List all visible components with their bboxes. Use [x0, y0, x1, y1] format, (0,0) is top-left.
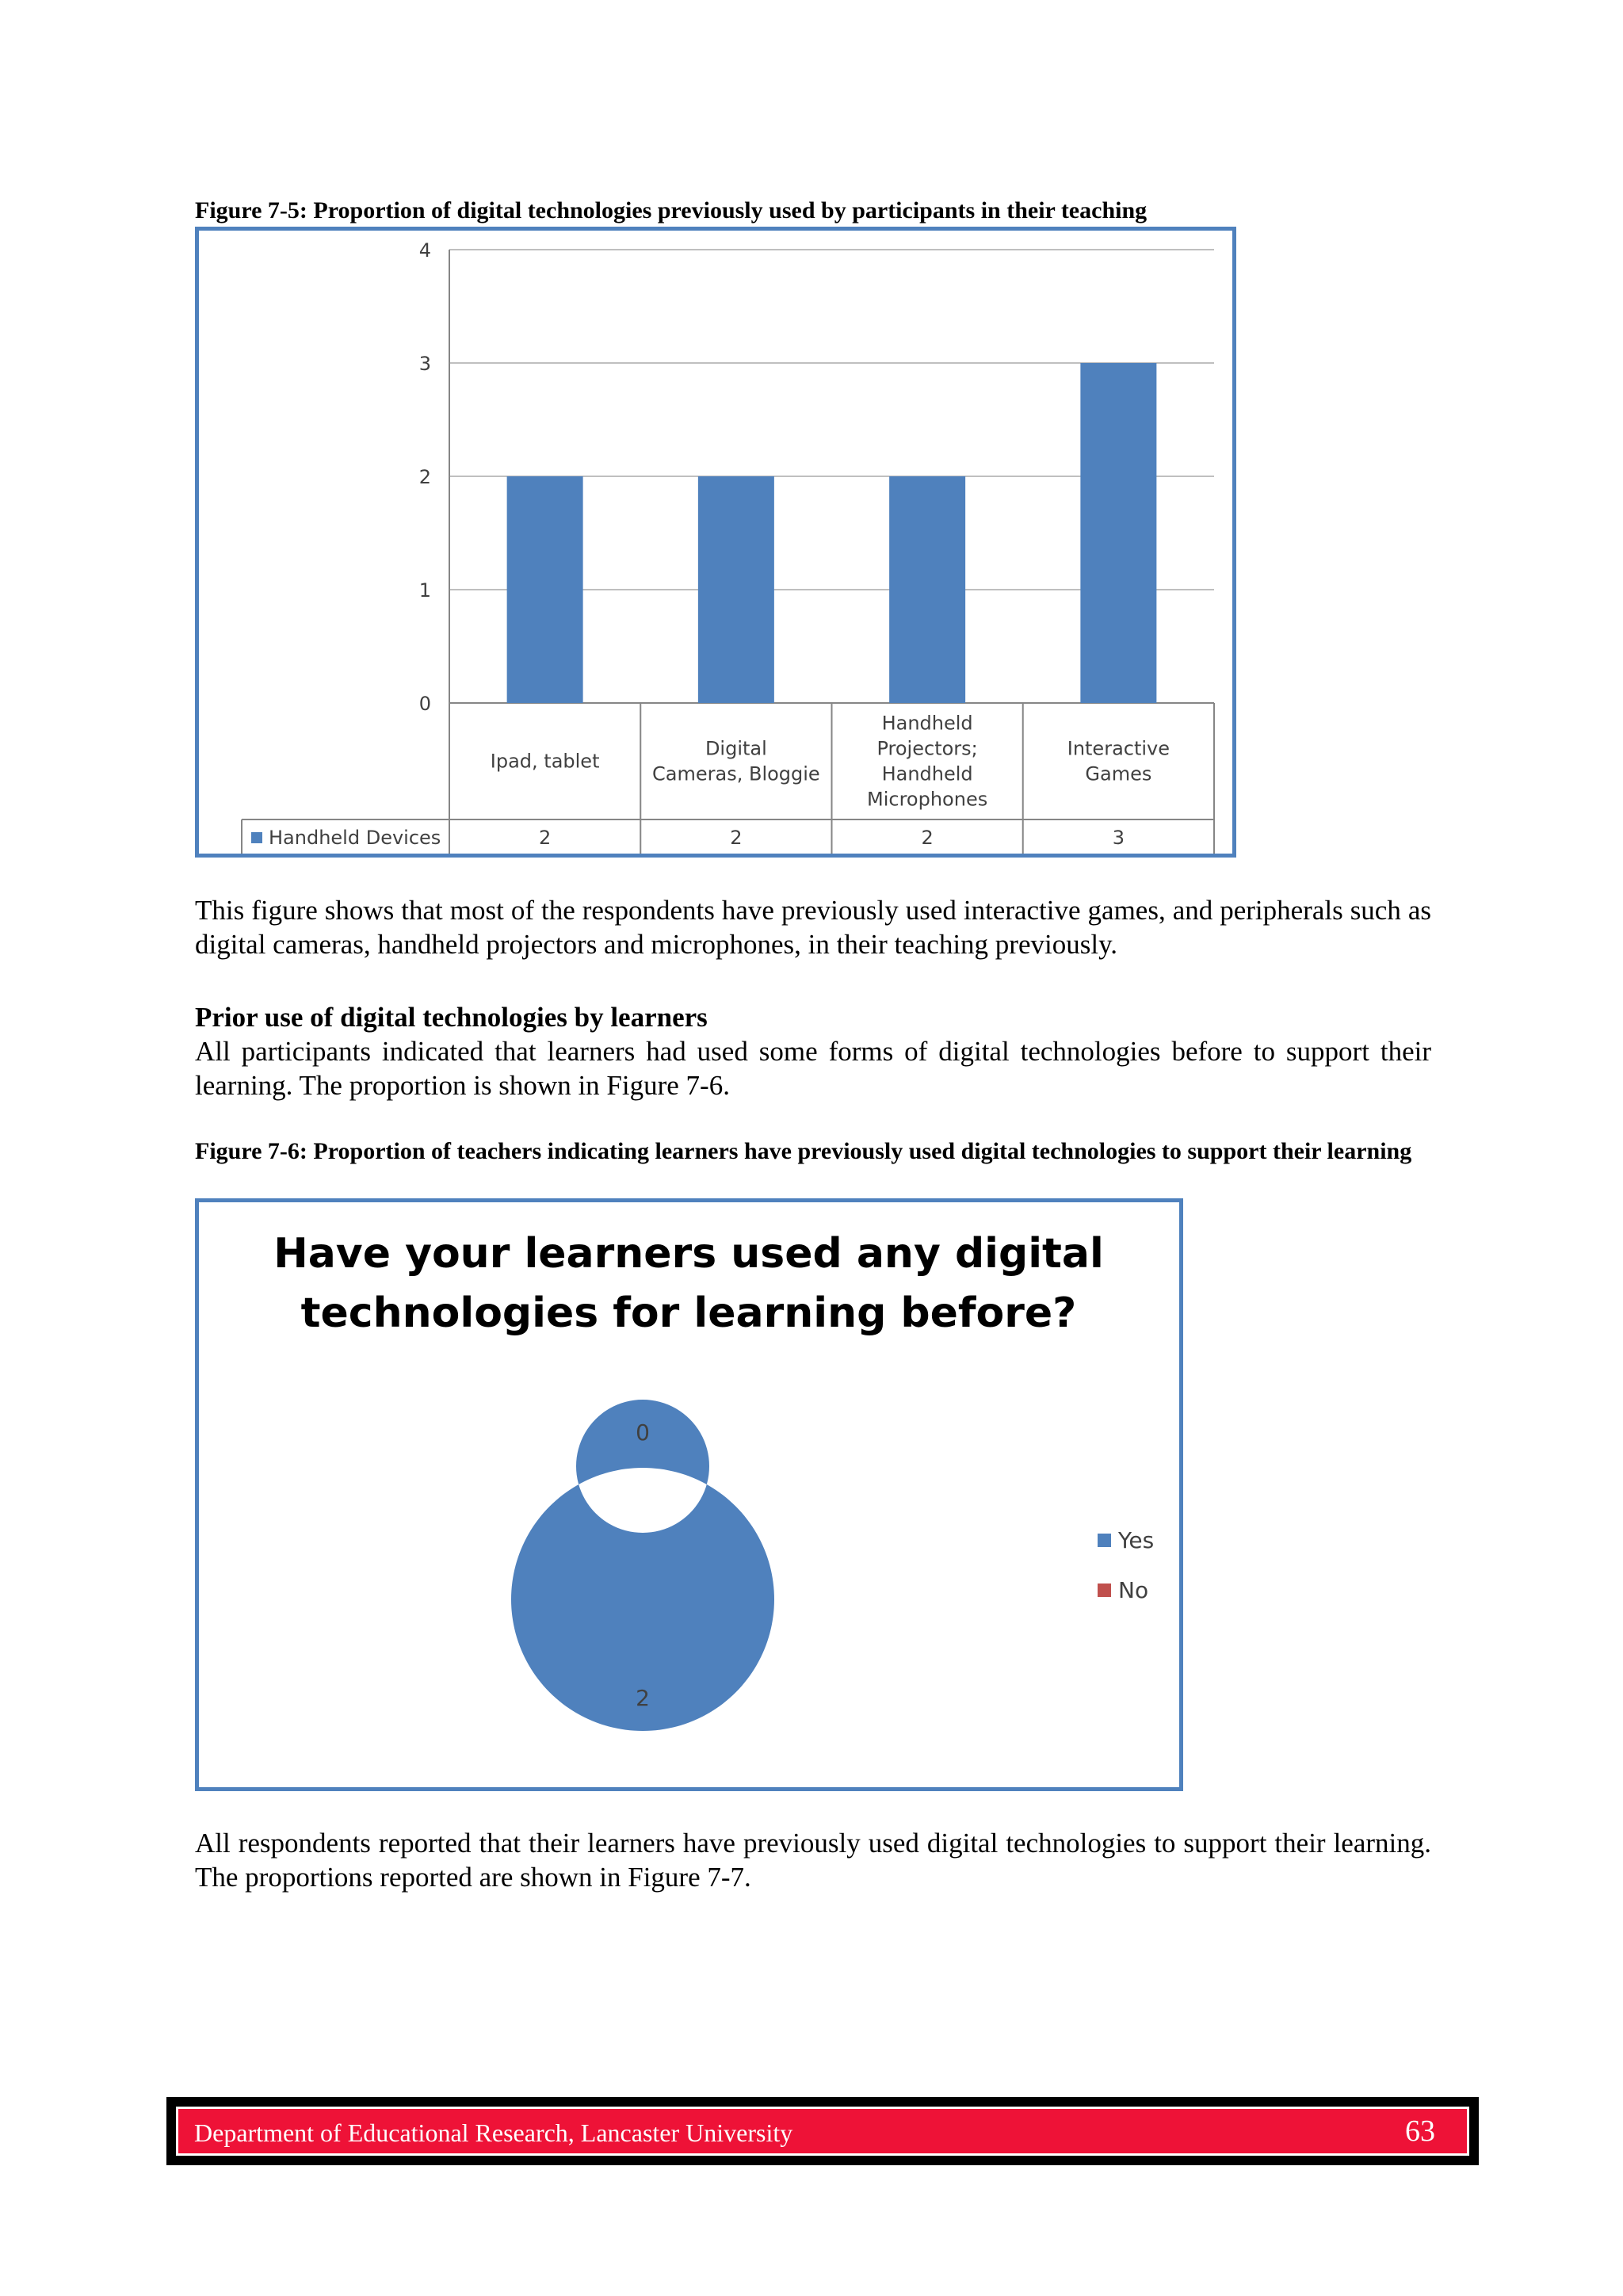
- y-tick-label: 3: [418, 353, 431, 375]
- footer-department: Department of Educational Research, Lancaster University: [194, 2118, 793, 2147]
- category-label: Digital Cameras, Bloggie: [652, 737, 820, 785]
- category-label: Ipad, tablet: [490, 750, 600, 773]
- data-table-value: 2: [538, 827, 552, 849]
- chart-title: technologies for learning before?: [300, 1289, 1077, 1337]
- y-tick-label: 4: [418, 239, 431, 262]
- legend-label: Yes: [1118, 1527, 1155, 1553]
- y-tick-label: 0: [418, 693, 431, 715]
- data-label: 2: [636, 1685, 650, 1711]
- bar: [1080, 363, 1156, 703]
- bar: [698, 476, 774, 703]
- section-heading: Prior use of digital technologies by learners: [195, 1002, 708, 1033]
- legend-swatch: [251, 832, 262, 843]
- page-number: 63: [1405, 2115, 1435, 2148]
- data-table-value: 2: [921, 827, 934, 849]
- doughnut-chart-frame: [195, 1198, 1183, 1791]
- figure-7-6-caption: Figure 7-6: Proportion of teachers indicating learners have previously used digital technologies to support their learning: [195, 1138, 1412, 1164]
- footer-band: [176, 2107, 1469, 2156]
- category-label: Handheld Projectors; Handheld Microphones: [867, 712, 988, 811]
- bar: [889, 476, 965, 703]
- paragraph-figure-7-6-discussion: All respondents reported that their learners have previously used digital technologies to support their learning. The proportions reported are shown in Figure 7-7.: [195, 1828, 1431, 1893]
- y-tick-label: 1: [418, 579, 431, 602]
- y-tick-label: 2: [418, 466, 431, 488]
- figure-7-5-caption: Figure 7-5: Proportion of digital technologies previously used by participants in their teaching: [195, 197, 1148, 223]
- category-label: Interactive Games: [1067, 737, 1170, 785]
- data-table-value: 3: [1112, 827, 1125, 849]
- legend-swatch: [1098, 1584, 1111, 1597]
- doughnut-chart: [199, 1202, 1179, 1787]
- bar: [507, 476, 583, 703]
- legend-swatch: [1098, 1534, 1111, 1547]
- data-label: 0: [636, 1419, 650, 1446]
- chart-title: Have your learners used any digital: [273, 1230, 1104, 1278]
- data-table-value: 2: [730, 827, 743, 849]
- doughnut-slice: [511, 1400, 774, 1731]
- page-footer: [166, 2097, 1479, 2165]
- bar-chart: [199, 231, 1232, 854]
- legend-label: Handheld Devices: [269, 827, 441, 849]
- bar-chart-frame: [195, 227, 1236, 858]
- paragraph-learner-usage: All participants indicated that learners had used some forms of digital technologies before to support their learning. The proportion is shown in Figure 7-6.: [195, 1036, 1431, 1101]
- legend-label: No: [1118, 1577, 1149, 1603]
- paragraph-figure-7-5-discussion: This figure shows that most of the respondents have previously used interactive games, and peripherals such as digital cameras, handheld projectors and microphones, in their teaching previously.: [195, 895, 1431, 960]
